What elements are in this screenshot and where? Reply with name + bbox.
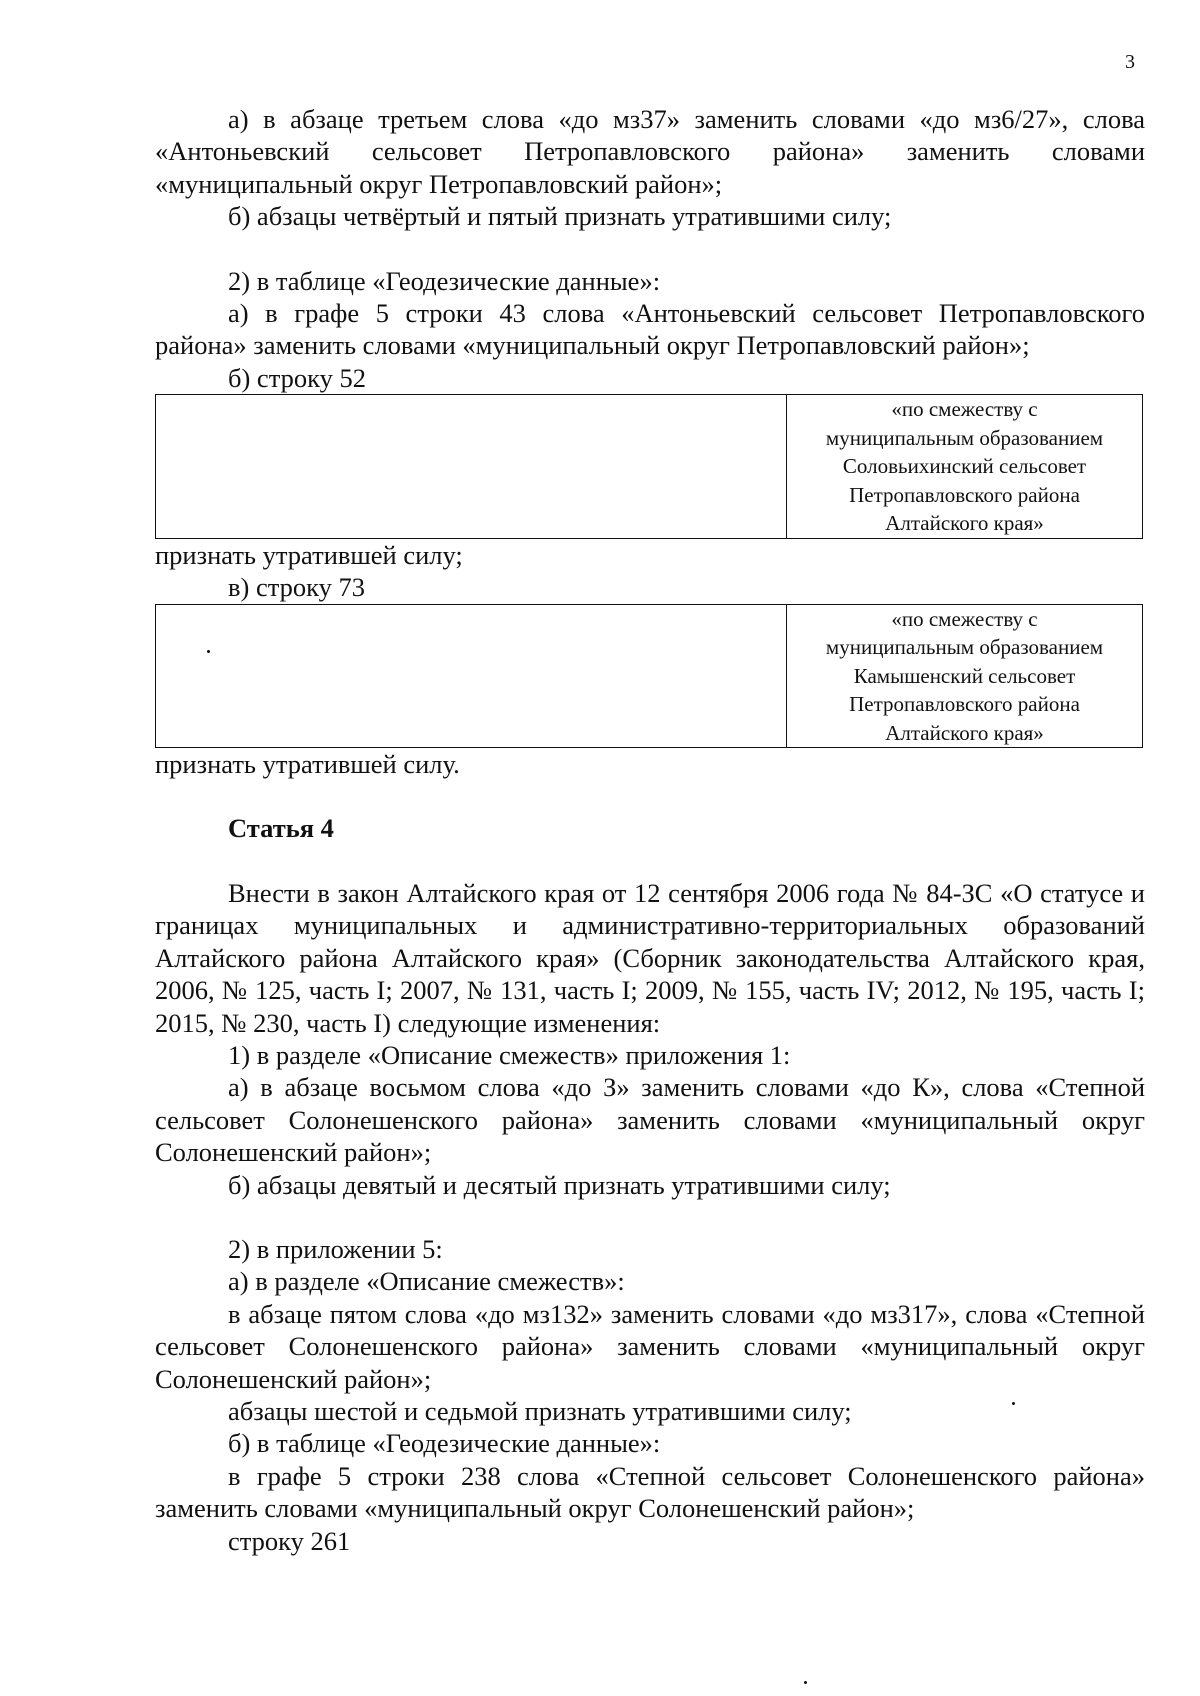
paragraph-2-appendix-5: 2) в приложении 5:: [228, 1233, 443, 1264]
spacer: [155, 780, 1145, 812]
paragraph-b-row-52: б) строку 52: [228, 362, 366, 393]
article-intro: Внести в закон Алтайского края от 12 сентября 2006 года № 84-ЗС «О статусе и границах муниципальных и административно-территориальных образований Алтайского района Алтайского края» (Сборник законодательства Алтайского края, 2006, № 125, часть I; 2007, № 131, часть I; 2009, № 155, часть IV; 2012, № 195, часть I; 2015, № 230, часть I) следующие изменения:: [155, 877, 1145, 1038]
paragraph-row-261: строку 261: [228, 1525, 351, 1556]
paragraph-a-section-description: а) в разделе «Описание смежеств»:: [228, 1266, 625, 1297]
scan-speck: [207, 650, 210, 653]
cell-line: «по смежеству с: [891, 397, 1038, 422]
cell-line: Алтайского края»: [885, 511, 1044, 536]
paragraph-2-table-geodata: 2) в таблице «Геодезические данные»:: [228, 265, 661, 296]
table-row-73: [155, 604, 1143, 749]
spacer: [155, 1201, 1145, 1233]
paragraph-b-abzacy-4-5: б) абзацы четвёртый и пятый признать утратившими силу;: [228, 201, 892, 232]
cell-line: муниципальным образованием: [825, 635, 1104, 660]
scan-speck: [804, 1681, 807, 1684]
cell-line: Петропавловского района: [849, 482, 1080, 507]
paragraph-a-abzac-3: а) в абзаце третьем слова «до мз37» заменить словами «до мз6/27», слова «Антоньевский сельсовет Петропавловского района» заменить словами «муниципальный округ Петропавловский район»;: [155, 104, 1145, 199]
neighbor-description-cell: [787, 604, 1143, 748]
neighbor-description-cell: [787, 395, 1143, 539]
table-row: [156, 604, 1143, 748]
empty-cell: [156, 395, 787, 539]
cell-line: Камышенский сельсовет: [853, 663, 1076, 688]
cell-line: Алтайского края»: [885, 720, 1044, 745]
paragraph-b-abzacy-9-10: б) абзацы девятый и десятый признать утратившими силу;: [228, 1169, 891, 1200]
cell-line: муниципальным образованием: [825, 425, 1104, 450]
paragraph-abzacy-6-7: абзацы шестой и седьмой признать утратившими силу;: [228, 1395, 852, 1426]
article-heading: Статья 4: [228, 813, 334, 844]
cell-line: Петропавловского района: [849, 692, 1080, 717]
page-number: 3: [1125, 51, 1135, 73]
paragraph-abzac-5: в абзаце пятом слова «до мз132» заменить словами «до мз317», слова «Степной сельсовет Солонешенского района» заменить словами «муниципальный округ Солонешенский район»;: [155, 1298, 1145, 1394]
spacer: [155, 233, 1145, 265]
paragraph-1-appendix-1: 1) в разделе «Описание смежеств» приложения 1:: [228, 1039, 791, 1070]
paragraph-a-grafa-5-row-43: а) в графе 5 строки 43 слова «Антоньевский сельсовет Петропавловского района» заменить словами «муниципальный округ Петропавловский район»;: [155, 298, 1145, 361]
paragraph-row-52-void: признать утратившей силу;: [155, 539, 463, 570]
scan-speck: [1012, 1402, 1015, 1405]
table-row: [156, 395, 1143, 539]
cell-line: «по смежеству с: [891, 606, 1038, 631]
paragraph-v-row-73: в) строку 73: [228, 572, 366, 603]
paragraph-grafa-5-row-238: в графе 5 строки 238 слова «Степной сельсовет Солонешенского района» заменить словами «муниципальный округ Солонешенский район»;: [155, 1460, 1145, 1524]
table-row-52: [155, 394, 1143, 539]
paragraph-b-table-geodata: б) в таблице «Геодезические данные»:: [228, 1428, 661, 1459]
empty-cell: [156, 604, 787, 748]
spacer: [155, 845, 1145, 877]
paragraph-a-abzac-8: а) в абзаце восьмом слова «до З» заменить словами «до К», слова «Степной сельсовет Солонешенского района» заменить словами «муниципальный округ Солонешенский район»;: [155, 1072, 1145, 1168]
document-body: [155, 103, 1145, 1557]
cell-line: Соловьихинский сельсовет: [842, 454, 1087, 479]
paragraph-row-73-void: признать утратившей силу.: [155, 749, 460, 780]
